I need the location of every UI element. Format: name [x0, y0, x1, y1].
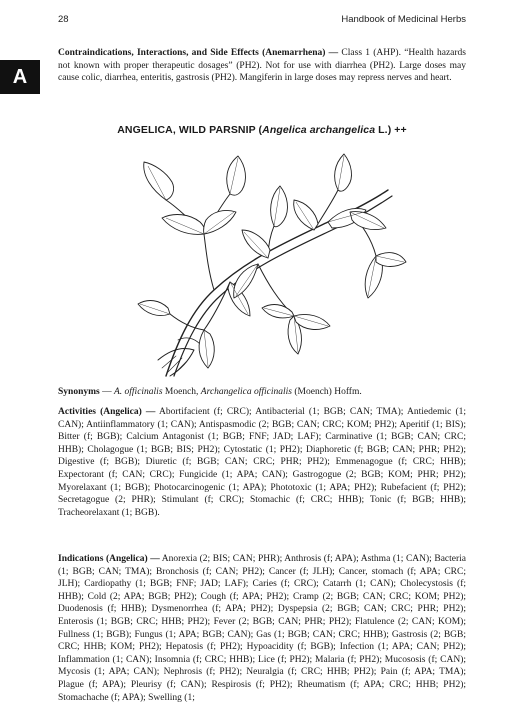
synonyms-dash: —: [99, 387, 114, 397]
synonym-2: Archangelica officinalis: [200, 387, 292, 397]
indications-label: Indications (Angelica) —: [58, 554, 160, 564]
indications-paragraph: [58, 553, 466, 704]
entry-title-tail: L.) ++: [375, 124, 407, 136]
entry-title-latin: Angelica archangelica: [262, 124, 376, 136]
angelica-illustration: [118, 150, 408, 378]
indications-text: Anorexia (2; BIS; CAN; PHR); Anthrosis (f; APA); Asthma (1; CAN); Bacteria (1; BGB; CAN; TMA); Bronchosis (f; CAN; PH2); Cancer (f; JLH); Cancer, stomach (f; APA; CRC; JLH); Cardiopathy (1; BGB; FNF; JAD; LAF); Caries (f; CRC); Catarrh (1; CAN); Cholecystosis (f; HHB); Cold (2; APA; BGB; PH2); Cough (f; APA; PH2); Cramp (2; BGB; CAN; CRC; KOM; PH2); Duodenosis (f; HHB); Dysmenorrhea (f; APA; PH2); Dyspepsia (2; BGB; CAN; CRC; PHR; PH2); Enterosis (1; BGB; CRC; HHB; PH2); Fever (2; BGB; CAN; PHR; PH2); Flatulence (2; CAN; KOM); Fullness (1; BGB); Fungus (1; APA; BGB; CAN); Gas (1; BGB; CAN; CRC; HHB); Gastrosis (2; BGB; CRC; HHB; KOM; PH2); Hepatosis (f; PH2); Hypoacidity (f; BGB); Infection (1; APA; CAN; PH2); Inflammation (1; CAN); Insomnia (f; CRC; HHB); Lice (f; PH2); Malaria (f; PH2); Mucososis (f; CAN); Mycosis (1; APA; CAN); Nephrosis (f; PH2); Neuralgia (f; CRC; HHB; PH2); Pain (f; APA; TMA); Plague (f; APA); Pleurisy (f; CAN); Respirosis (f; PH2); Rheumatism (f; APA; CRC; HHB; PH2); Stomachache (f; APA); Swelling (1;: [58, 554, 466, 703]
activities-paragraph: [58, 406, 466, 519]
activities-label: Activities (Angelica) —: [58, 407, 156, 417]
synonyms-label: Synonyms: [58, 387, 100, 397]
synonyms-paragraph: [58, 386, 466, 399]
page-number: 28: [58, 14, 69, 25]
entry-title-main: ANGELICA, WILD PARSNIP (: [117, 124, 263, 136]
contraindications-text: Class 1 (AHP). “Health hazards not known with proper therapeutic dosages” (PH2). Not for use with diarrhea (PH2). Large doses may cause colic, diarrhea, enteritis, gastrosis (PH2). Mangiferin in large doses may repress nerves and heart.: [58, 48, 467, 84]
synonym-2-author: (Moench) Hoffm.: [292, 387, 362, 397]
section-tab: A: [0, 60, 40, 94]
synonym-1-author: Moench,: [162, 387, 201, 397]
book-title: Handbook of Medicinal Herbs: [341, 14, 466, 25]
contraindications-paragraph: [58, 47, 466, 85]
activities-text: Abortifacient (f; CRC); Antibacterial (1; BGB; CAN; TMA); Antiedemic (1; CAN); Antiinflammatory (1; CAN); Antispasmodic (2; BGB; CAN; CRC; KOM; PH2); Aperitif (1; BIS); Bitter (f; BGB); Calcium Antagonist (1; BGB; FNF; JAD; LAF); Carminative (1; BGB; CAN; CRC; HHB); Cholagogue (1; BGB; BIS; PH2); Cytostatic (1; PH2); Diaphoretic (f; BGB; CAN; PHR; PH2); Digestive (f; BGB); Diuretic (f; BGB; CAN; CRC; PHR; PH2); Emmenagogue (f; CRC; HHB); Expectorant (f; CAN; CRC); Fungicide (1; APA; CAN); Gastrogogue (2; BGB; KOM; PHR; PH2); Myorelaxant (1; BGB); Photocarcinogenic (1; APA); Phototoxic (1; APA; PH2); Rubefacient (f; PH2); Secretagogue (2; PHR); Stimulant (f; CRC); Stomachic (f; CRC; HHB); Tonic (f; BGB; HHB); Tracheorelaxant (1; BGB).: [58, 407, 467, 518]
entry-heading: [58, 124, 466, 136]
contraindications-label: Contraindications, Interactions, and Side Effects (Anemarrhena) —: [58, 48, 339, 58]
synonym-1: A. officinalis: [113, 387, 163, 397]
